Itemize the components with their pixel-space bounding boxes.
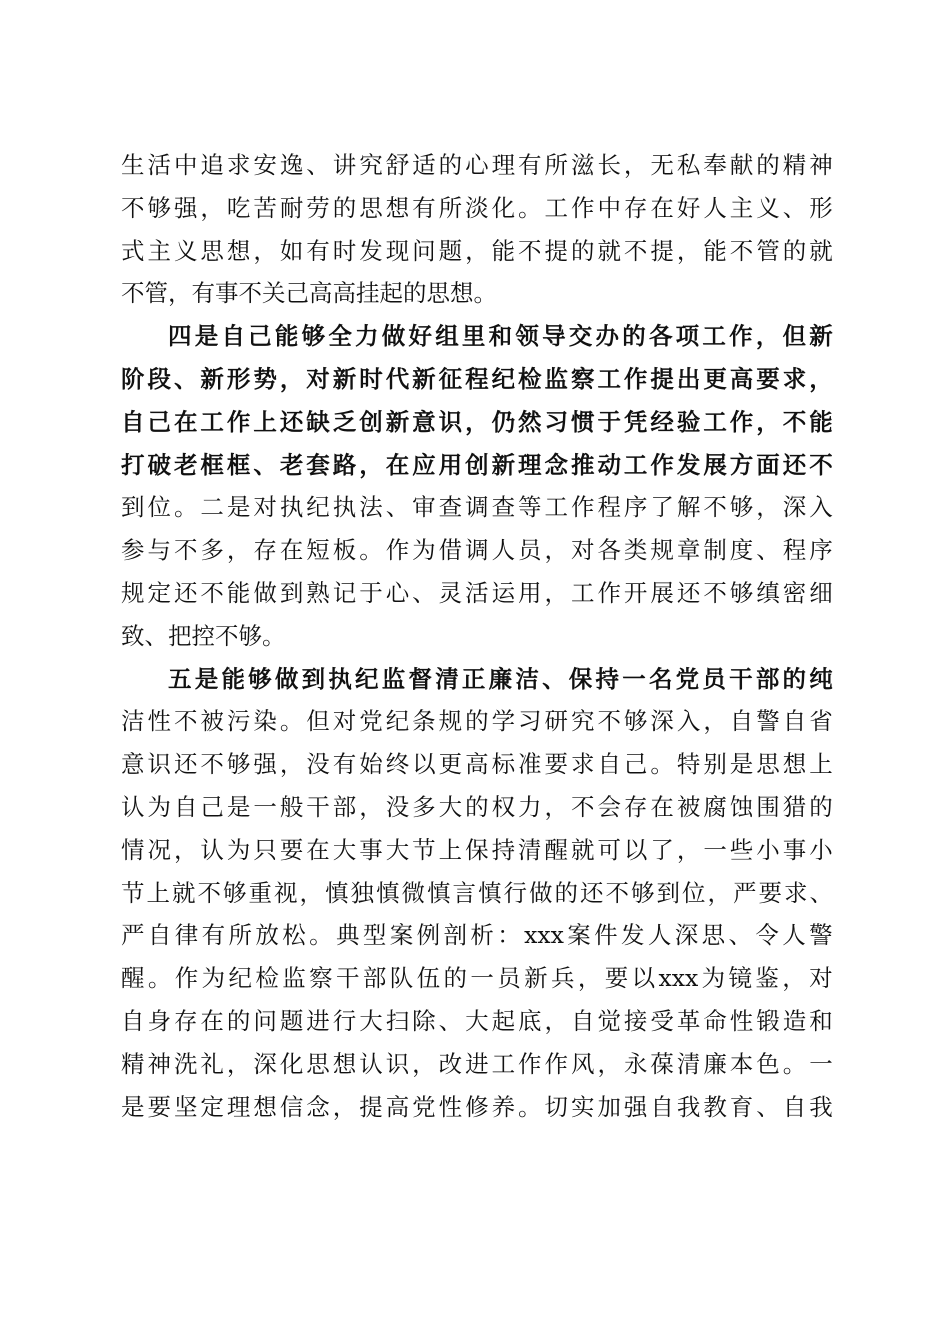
text-line: 五 是 能 够 做 到 执 纪 监 督 清 正 廉 洁 、 保 持 一 名 党 员 干 部 的 纯 [168,664,833,693]
body-text [121,144,833,1128]
text-line: 洁 性 不 被 污 染 。 但 对 党 纪 条 规 的 学 习 研 究 不 够 深 入 ， 自 警 自 省 [121,707,833,736]
text-line: 精 神 洗 礼 ， 深 化 思 想 认 识 ， 改 进 工 作 作 风 ， 永 葆 清 廉 本 色 。 一 [121,1049,833,1078]
text-line: 认 为 自 己 是 一 般 干 部 ， 没 多 大 的 权 力 ， 不 会 存 在 被 腐 蚀 围 猎 的 [121,792,833,821]
text-line: 四 是 自 己 能 够 全 力 做 好 组 里 和 领 导 交 办 的 各 项 工 作 ， 但 新 [168,322,833,351]
text-line: 节 上 就 不 够 重 视 ， 慎 独 慎 微 慎 言 慎 行 做 的 还 不 够 到 位 ， 严 要 求 、 [121,878,833,907]
text-line: 醒 。 作 为 纪 检 监 察 干 部 队 伍 的 一 员 新 兵 ， 要 以 xxx 为 镜 鉴 ， 对 [121,964,833,993]
text-line: 情 况 ， 认 为 只 要 在 大 事 大 节 上 保 持 清 醒 就 可 以 了 ， 一 些 小 事 小 [121,835,833,864]
text-line: 是 要 坚 定 理 想 信 念 ， 提 高 党 性 修 养 。 切 实 加 强 自 我 教 育 、 自 我 [121,1092,833,1121]
text-line: 参 与 不 多 ， 存 在 短 板 。 作 为 借 调 人 员 ， 对 各 类 规 章 制 度 、 程 序 [121,536,833,565]
text-line: 不 够 强 ， 吃 苦 耐 劳 的 思 想 有 所 淡 化 。 工 作 中 存 在 好 人 主 义 、 形 [121,193,833,222]
text-line: 严 自 律 有 所 放 松 。 典 型 案 例 剖 析 ： xxx 案 件 发 人 深 思 、 令 人 警 [121,921,833,950]
text-line: 自 己 在 工 作 上 还 缺 乏 创 新 意 识 ， 仍 然 习 惯 于 凭 经 验 工 作 ， 不 能 [121,407,833,436]
text-line: 打 破 老 框 框 、 老 套 路 ， 在 应 用 创 新 理 念 推 动 工 作 发 展 方 面 还 不 [121,450,833,479]
text-line: 到 位 。 二 是 对 执 纪 执 法 、 审 查 调 查 等 工 作 程 序 了 解 不 够 ， 深 入 [121,493,833,522]
text-line: 不管，有事不关己高高挂起的思想。 [121,279,497,308]
text-line: 规 定 还 不 能 做 到 熟 记 于 心 、 灵 活 运 用 ， 工 作 开 展 还 不 够 缜 密 细 [121,578,833,607]
text-line: 致、把控不够。 [121,621,286,650]
text-line: 式 主 义 思 想 ， 如 有 时 发 现 问 题 ， 能 不 提 的 就 不 提 ， 能 不 管 的 就 [121,236,833,265]
text-line: 意 识 还 不 够 强 ， 没 有 始 终 以 更 高 标 准 要 求 自 己 。 特 别 是 思 想 上 [121,750,833,779]
text-line: 阶 段 、 新 形 势 ， 对 新 时 代 新 征 程 纪 检 监 察 工 作 提 出 更 高 要 求 ， [121,364,833,393]
text-line: 自 身 存 在 的 问 题 进 行 大 扫 除 、 大 起 底 ， 自 觉 接 受 革 命 性 锻 造 和 [121,1006,833,1035]
text-line: 生 活 中 追 求 安 逸 、 讲 究 舒 适 的 心 理 有 所 滋 长 ， 无 私 奉 献 的 精 神 [121,151,833,179]
